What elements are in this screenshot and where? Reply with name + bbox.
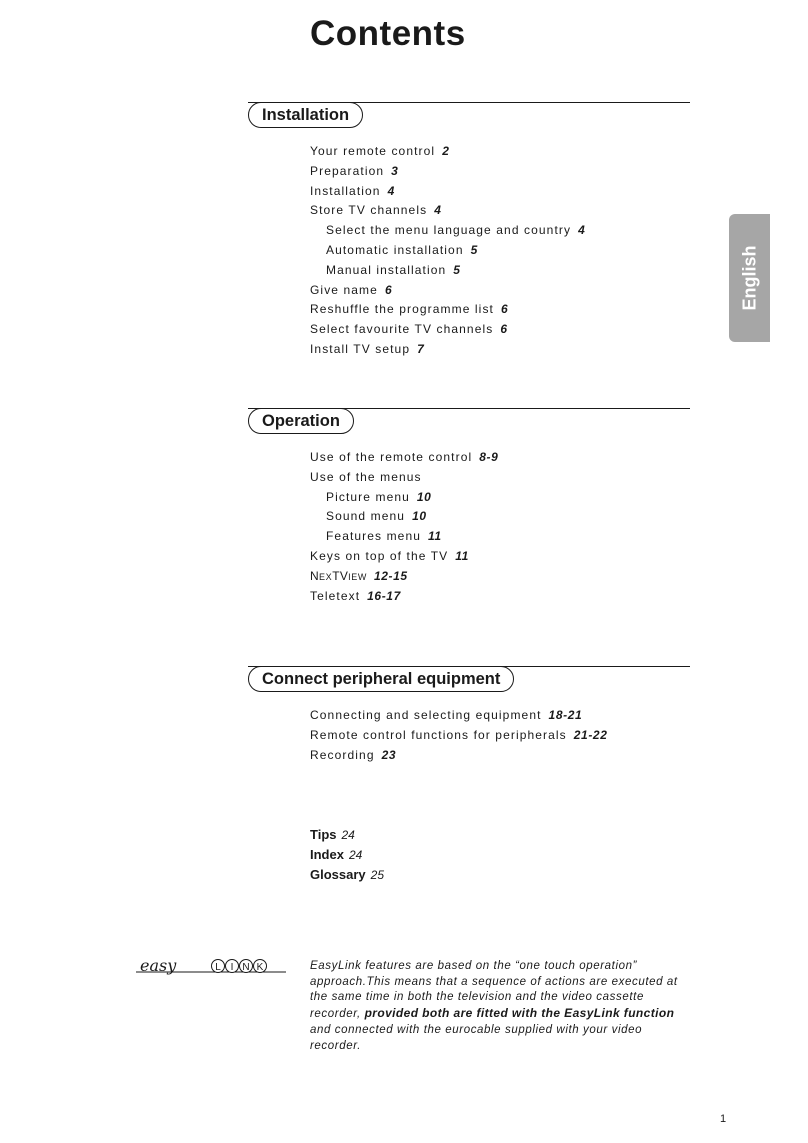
- page-number: 1: [720, 1113, 727, 1125]
- toc-item-label: Connecting and selecting equipment: [310, 708, 542, 722]
- toc-subitem[interactable]: [310, 527, 498, 547]
- toc-item[interactable]: [310, 567, 498, 587]
- toc-item-page: 5: [470, 242, 478, 257]
- logo-script: easy: [140, 956, 177, 975]
- toc-item[interactable]: [310, 746, 607, 766]
- toc-item[interactable]: [310, 468, 498, 488]
- language-tab-label: English: [739, 245, 759, 311]
- toc-item-label: Use of the remote control: [310, 450, 473, 464]
- toc-item[interactable]: [310, 706, 607, 726]
- toc-item[interactable]: [310, 340, 585, 360]
- page-title: Contents: [310, 14, 466, 53]
- toc-item-label: Installation: [310, 183, 381, 198]
- toc-subitem[interactable]: [310, 507, 498, 527]
- toc-item-page: 3: [391, 163, 399, 178]
- toc-item-label: Automatic installation: [326, 242, 464, 257]
- toc-item-page: 5: [453, 262, 461, 277]
- language-tab: [729, 214, 770, 342]
- toc-item[interactable]: [310, 865, 384, 885]
- toc-item[interactable]: [310, 300, 585, 320]
- toc-item-label: Teletext: [310, 588, 361, 603]
- toc-subitem[interactable]: [310, 221, 585, 241]
- svg-text:I: I: [230, 962, 234, 973]
- toc-item-page: 11: [455, 548, 469, 563]
- toc-list-peripherals: [310, 706, 607, 765]
- section-heading: Installation: [248, 102, 363, 128]
- toc-item-page: 24: [348, 848, 363, 862]
- toc-item-page: 6: [500, 302, 509, 317]
- toc-item-page: 7: [417, 341, 425, 356]
- toc-item[interactable]: [310, 448, 498, 468]
- section-heading: Connect peripheral equipment: [248, 666, 514, 692]
- toc-item-page: 25: [370, 868, 385, 882]
- easylink-logo: [136, 952, 286, 982]
- logo-letter-badge: [226, 960, 239, 974]
- toc-list-installation: [310, 142, 585, 360]
- toc-list-extras: [310, 825, 384, 885]
- nextview-part: N: [310, 568, 319, 583]
- section-header-installation: [248, 100, 690, 130]
- toc-item-page: 10: [412, 509, 427, 524]
- toc-item-page: 24: [341, 828, 355, 842]
- toc-item-page: 6: [384, 282, 393, 297]
- toc-item-label: Use of the menus: [310, 469, 422, 484]
- toc-item-label: Store TV channels: [310, 203, 428, 218]
- toc-subitem[interactable]: [310, 488, 498, 508]
- toc-list-operation: [310, 448, 498, 606]
- toc-item-label: Index: [310, 847, 344, 862]
- nextview-part: EX: [318, 571, 333, 582]
- toc-item-page: 2: [442, 144, 450, 158]
- svg-text:L: L: [215, 962, 221, 973]
- toc-item-page: 18-21: [548, 708, 583, 722]
- section-header-operation: [248, 406, 690, 436]
- toc-item[interactable]: [310, 182, 585, 202]
- toc-item-page: 23: [381, 747, 397, 762]
- toc-item[interactable]: [310, 162, 585, 182]
- toc-item-page: 10: [416, 489, 432, 504]
- easylink-note-emphasis: provided both are fitted with the EasyLink function: [364, 1006, 675, 1021]
- toc-item-label: Give name: [310, 282, 378, 297]
- toc-item[interactable]: [310, 320, 585, 340]
- toc-item-label: Features menu: [326, 529, 422, 544]
- toc-item-label: Keys on top of the TV: [310, 548, 449, 563]
- toc-item-label: Reshuffle the programme list: [310, 302, 494, 317]
- toc-item-label-nextview: [310, 569, 367, 583]
- toc-item-label: Install TV setup: [310, 341, 411, 356]
- toc-item-label: Remote control functions for peripherals: [310, 727, 567, 742]
- toc-item[interactable]: [310, 587, 498, 607]
- toc-item-label: Select the menu language and country: [326, 223, 572, 238]
- section-header-peripherals: [248, 664, 690, 694]
- toc-item-label: Picture menu: [326, 489, 410, 504]
- toc-item[interactable]: [310, 281, 585, 301]
- toc-item-label: Sound menu: [326, 509, 406, 524]
- svg-text:K: K: [256, 962, 264, 973]
- toc-item-page: 16-17: [367, 588, 401, 603]
- toc-item-label: Preparation: [310, 163, 385, 178]
- toc-item[interactable]: [310, 547, 498, 567]
- section-heading: Operation: [248, 408, 354, 434]
- toc-item-page: 4: [387, 183, 395, 198]
- toc-item-page: 11: [428, 529, 442, 544]
- toc-item-label: Manual installation: [326, 262, 447, 277]
- toc-item-page: 12-15: [373, 568, 408, 583]
- toc-item-label: Recording: [310, 747, 375, 762]
- logo-letter-badge: [212, 960, 225, 974]
- toc-item-label: Your remote control: [310, 144, 436, 158]
- toc-subitem[interactable]: [310, 241, 585, 261]
- toc-item-page: 4: [578, 223, 586, 238]
- toc-item[interactable]: [310, 142, 585, 162]
- toc-item[interactable]: [310, 845, 384, 865]
- toc-item[interactable]: [310, 825, 384, 845]
- nextview-part: IEW: [348, 571, 367, 582]
- toc-item-label: Tips: [310, 827, 337, 842]
- logo-letter-badge: [240, 960, 253, 974]
- toc-item-page: 6: [500, 322, 508, 337]
- toc-subitem[interactable]: [310, 261, 585, 281]
- toc-item-label: Glossary: [310, 867, 366, 882]
- easylink-note-text: EasyLink features are based on the “one touch operation” approach.This means that a sequence of actions are executed at the same time in both the television and the video cassette recorder,: [310, 960, 678, 1021]
- toc-item[interactable]: [310, 201, 585, 221]
- toc-item-page: 21-22: [573, 727, 608, 742]
- svg-text:N: N: [242, 962, 250, 973]
- toc-item-page: 4: [434, 203, 442, 218]
- nextview-part: TV: [332, 568, 349, 583]
- toc-item[interactable]: [310, 726, 607, 746]
- easylink-note-text-end: and connected with the eurocable supplied with your video recorder.: [310, 1023, 643, 1052]
- easylink-note: [310, 959, 694, 1054]
- toc-item-page: 8-9: [479, 450, 499, 464]
- toc-item-label: Select favourite TV channels: [310, 322, 494, 337]
- logo-letter-badge: [254, 960, 267, 974]
